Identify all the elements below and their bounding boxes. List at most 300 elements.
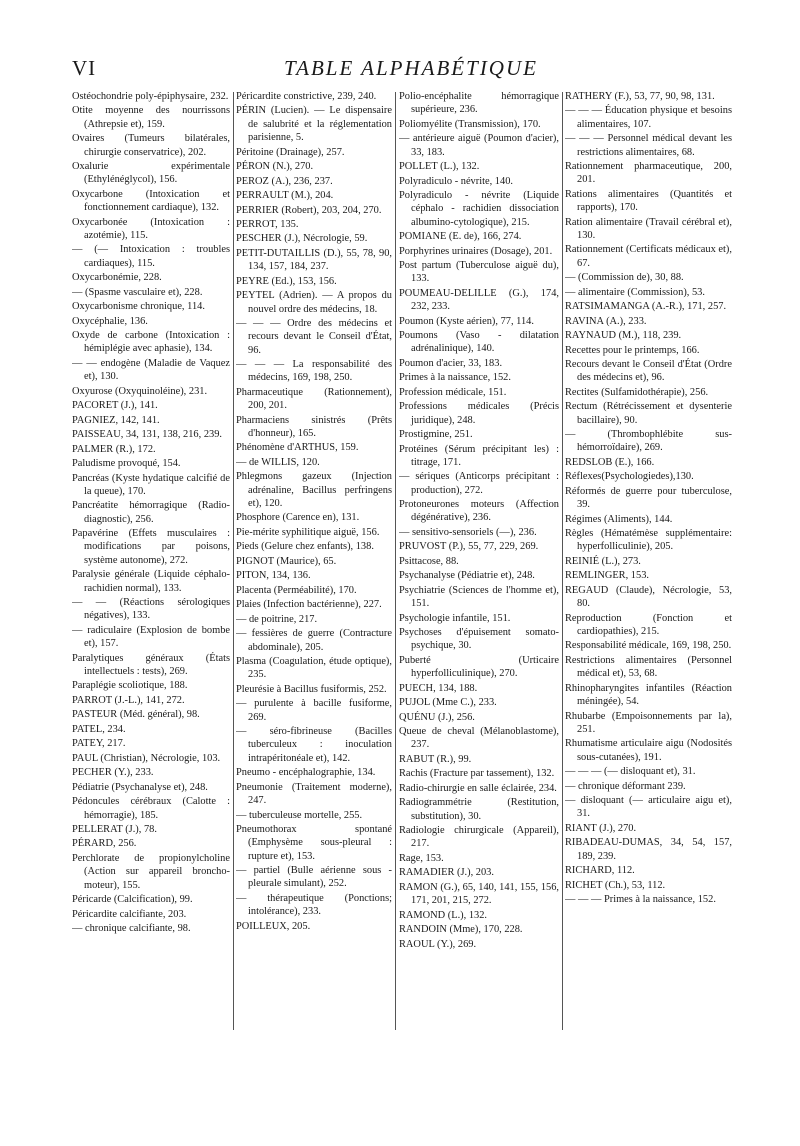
index-entry [236,540,392,553]
index-entry [565,612,732,639]
index-entry [236,289,392,316]
index-entry-text: Reproduction (Fonction et cardiopathies), 215. [565,612,732,637]
index-entry-text: Ostéochondrie poly-épiphysaire, 232. [72,91,229,102]
index-entry [565,555,732,568]
index-entry [565,584,732,611]
index-entry [72,499,230,526]
index-entry-text: RAMOND (L.), 132. [399,909,488,921]
index-entry [565,386,732,399]
index-entry [72,357,230,384]
index-entry [565,737,732,764]
index-entry-text: Péricardite calcifiante, 203. [72,908,187,920]
index-entry-text: Oxyurose (Oxyquinoléine), 231. [72,385,208,397]
index-entry-text: Professions médicales (Précis juridique), 248. [399,401,559,426]
index-entry [399,696,559,709]
index-entry-text: Oxycarbonisme chronique, 114. [72,301,205,313]
index-entry [399,118,559,131]
index-entry-text: Oxalurie expérimentale (Ethylénéglycol), 156. [72,161,230,186]
index-entry-text: Phénomène d'ARTHUS, 159. [236,442,359,454]
index-entry [236,146,392,159]
index-entry-text: Règles (Hématémèse supplémentaire: hyperfolliculinie), 205. [565,528,732,553]
index-entry [399,654,559,681]
index-entry [399,753,559,766]
index-entry-text: — sensitivo-sensoriels (—), 236. [399,526,537,538]
index-entry [399,866,559,879]
index-entry [565,300,732,313]
index-entry-text: Placenta (Perméabilité), 170. [236,584,357,596]
index-entry-text: Perchlorate de propionylcholine (Action sur appareil broncho-moteur), 155. [72,852,230,891]
index-entry-text: Plasma (Coagulation, étude optique), 235. [236,656,392,681]
index-entry [72,708,230,721]
index-entry-text: PASTEUR (Méd. général), 98. [72,709,200,721]
index-entry-text: Responsabilité médicale, 169, 198, 250. [565,640,732,652]
index-entry [236,598,392,611]
index-entry-text: RAMADIER (J.), 203. [399,867,494,879]
index-entry-text: PEROZ (A.), 236, 237. [236,175,333,187]
index-entry [565,286,732,299]
index-entry [236,175,392,188]
index-entry-text: Oxycarbonée (Intoxication : azotémie), 115. [72,216,230,241]
index-entry [236,441,392,454]
index-entry [72,624,230,651]
index-entry-text: — — — La responsabilité des médecins, 169, 198, 250. [236,359,392,384]
index-entry-text: RICHET (Ch.), 53, 112. [565,879,666,891]
index-entry [399,767,559,780]
index-column-1 [72,90,230,1036]
index-entry-text: — de WILLIS, 120. [236,456,320,468]
index-entry [565,864,732,877]
index-entry [72,596,230,623]
index-entry-text: Rations alimentaires (Quantités et rapports), 170. [565,188,732,214]
index-entry [72,679,230,692]
index-entry-text: PITON, 134, 136. [236,570,311,582]
index-entry [72,428,230,441]
index-column-3 [399,90,559,1036]
index-entry-text: REGAUD (Claude), Nécrologie, 53, 80. [565,584,732,610]
index-entry-text: Puberté (Urticaire hyperfolliculinique), 270. [399,654,559,680]
index-entry-text: Psychoses d'épuisement somato-psychique, 30. [399,627,559,652]
index-entry [236,160,392,173]
column-rule [562,92,563,1030]
index-entry [565,400,732,427]
index-entry-text: Phosphore (Carence en), 131. [236,512,360,524]
index-entry [236,526,392,539]
index-entry-text: Recours devant le Conseil d'État (Ordre des médecins et), 96. [565,359,732,384]
index-entry [236,317,392,357]
index-entry-text: Porphyrines urinaires (Dosage), 201. [399,245,553,257]
index-entry [399,443,559,470]
index-entry [399,881,559,908]
index-entry [236,697,392,724]
index-entry-text: Poumon (Kyste aérien), 77, 114. [399,315,534,327]
index-entry-text: PEYRE (Ed.), 153, 156. [236,275,337,287]
index-entry [236,358,392,385]
index-entry [236,725,392,765]
index-entry [565,104,732,131]
index-entry-text: Polyradiculo - névrite, 140. [399,175,513,187]
index-entry [236,218,392,231]
index-entry-text: RAYNAUD (M.), 118, 239. [565,330,682,342]
index-entry [72,472,230,499]
index-entry-text: Polyradiculo - névrite (Liquide céphalo - rachidien dissociation albumino-cytologique), 215. [399,190,559,228]
index-entry-text: PETIT-DUTAILLIS (D.), 55, 78, 90, 134, 157, 184, 237. [236,247,392,273]
index-entry [72,837,230,850]
index-entry [72,795,230,822]
index-entry-text: Papavérine (Effets musculaires : modifications par poisons, système autonome), 272. [72,528,230,566]
index-columns [72,90,732,1036]
index-entry-text: Réformés de guerre pour tuberculose, 39. [565,485,732,511]
index-entry [399,386,559,399]
index-entry-text: Oxycéphalie, 136. [72,315,148,327]
index-entry [565,822,732,835]
index-entry-text: — radiculaire (Explosion de bombe et), 157. [72,624,230,650]
index-entry-text: Post partum (Tuberculose aiguë du), 133. [399,260,559,285]
index-entry-text: Poliomyélite (Transmission), 170. [399,118,541,130]
index-entry [236,613,392,626]
index-entry-text: RATHERY (F.), 53, 77, 90, 98, 131. [565,91,715,102]
index-entry [399,428,559,441]
column-rule [233,92,234,1030]
index-entry [236,627,392,654]
index-entry-text: RIBADEAU-DUMAS, 34, 54, 157, 189, 239. [565,837,732,862]
index-entry-text: — tuberculeuse mortelle, 255. [236,809,363,821]
index-entry [236,584,392,597]
index-entry-text: PERROT, 135. [236,218,299,230]
index-entry [399,725,559,752]
index-entry [565,456,732,469]
index-entry [399,230,559,243]
index-entry [565,470,732,483]
index-entry [72,300,230,313]
index-entry [399,782,559,795]
index-entry [72,752,230,765]
index-entry-text: RICHARD, 112. [565,865,635,877]
index-entry-text: — chronique déformant 239. [565,780,686,792]
index-entry [399,315,559,328]
index-entry [236,232,392,245]
index-entry-text: — — — Primes à la naissance, 152. [565,894,716,906]
index-entry-text: Psychanalyse (Pédiatrie et), 248. [399,570,535,582]
index-entry-text: PUJOL (Mme C.), 233. [399,697,497,709]
index-entry [72,908,230,921]
index-entry-text: Rationnement pharmaceutique, 200, 201. [565,161,732,186]
index-entry [72,90,230,103]
index-entry [565,271,732,284]
index-entry-text: PAISSEAU, 34, 131, 138, 216, 239. [72,429,223,441]
index-entry [399,555,559,568]
index-entry-text: — chronique calcifiante, 98. [72,923,191,935]
index-entry [565,879,732,892]
index-entry-text: Pie-mérite syphilitique aiguë, 156. [236,526,380,538]
index-entry-text: Protoneurones moteurs (Affection dégénérative), 236. [399,499,559,524]
index-entry [236,90,392,103]
index-entry-text: — (Commission de), 30, 88. [565,272,684,284]
index-entry [565,780,732,793]
index-entry-text: Otite moyenne des nourrissons (Athrepsie et), 159. [72,105,230,130]
index-entry-text: — partiel (Bulle aérienne sous - pleurale simulant), 252. [236,865,392,890]
index-entry-text: Rectites (Sulfamidothérapie), 256. [565,386,709,398]
index-entry [399,90,559,117]
index-entry-text: Pneumonie (Traitement moderne), 247. [236,781,392,807]
index-entry-text: PUECH, 134, 188. [399,682,478,694]
index-entry-text: — sériques (Anticorps précipitant : production), 272. [399,471,559,496]
index-entry [236,189,392,202]
index-entry-text: PATEL, 234. [72,723,126,735]
index-entry [399,626,559,653]
index-entry-text: Radiogrammétrie (Restitution, substitution), 30. [399,797,559,822]
index-entry-text: Péricarde (Calcification), 99. [72,894,193,906]
index-entry-text: — (Thrombophlébite sus-hémorroïdaire), 269. [565,429,732,454]
index-entry-text: Polio-encéphalite hémorragique supérieure, 236. [399,91,559,116]
index-entry [399,329,559,356]
index-entry-text: Phlegmons gazeux (Injection adrénaline, Bacillus perfringens et), 120. [236,471,392,509]
index-entry [236,864,392,891]
index-entry-text: Pancréatite hémorragique (Radio-diagnostic), 256. [72,500,230,525]
index-entry-text: Protéines (Sérum précipitant les) : titrage, 171. [399,443,559,468]
index-entry [236,456,392,469]
index-entry-text: Régimes (Aliments), 144. [565,513,673,525]
index-entry [236,683,392,696]
index-entry-text: PERRAULT (M.), 204. [236,190,334,202]
index-entry [72,443,230,456]
index-entry-text: Radio-chirurgie en salle éclairée, 234. [399,782,557,794]
index-entry [399,245,559,258]
index-entry [399,612,559,625]
index-entry-text: Oxycarbonémie, 228. [72,272,162,284]
index-entry [72,652,230,679]
index-entry-text: Paralytiques généraux (États intellectuels : tests), 269. [72,652,230,677]
index-entry-text: — (Spasme vasculaire et), 228. [72,286,203,298]
index-entry [565,513,732,526]
index-entry [399,711,559,724]
index-entry-text: Paraplégie scoliotique, 188. [72,680,188,692]
index-entry-text: Oxyde de carbone (Intoxication : hémiplégie avec aphasie), 134. [72,330,230,355]
index-entry [565,160,732,187]
index-entry [565,315,732,328]
index-entry-text: — purulente à bacille fusiforme, 269. [236,698,392,723]
index-entry-text: Plaies (Infection bactérienne), 227. [236,599,382,611]
index-entry-text: Rage, 153. [399,852,444,864]
index-entry-text: — — — Ordre des médecins et recours devant le Conseil d'État, 96. [236,318,392,356]
index-entry [72,399,230,412]
index-entry [72,329,230,356]
index-entry [72,188,230,215]
index-entry-text: PELLERAT (J.), 78. [72,824,157,835]
index-entry-text: PAUL (Christian), Nécrologie, 103. [72,752,221,764]
index-entry [565,836,732,863]
index-entry-text: Ovaires (Tumeurs bilatérales, chirurgie conservatrice), 202. [72,133,230,158]
index-entry [399,796,559,823]
index-entry [565,682,732,709]
index-entry-text: Rachis (Fracture par tassement), 132. [399,768,555,780]
index-entry [565,485,732,512]
index-entry-text: Psychologie infantile, 151. [399,612,511,624]
index-entry-text: Ration alimentaire (Travail cérébral et), 130. [565,216,732,241]
index-entry-text: Rhinopharyngites infantiles (Réaction méningée), 54. [565,682,732,708]
index-entry-text: Pharmaceutique (Rationnement), 200, 201. [236,386,392,412]
index-entry [72,132,230,159]
index-entry-text: — — — (— disloquant et), 31. [565,766,696,778]
running-title: TABLE ALPHABÉTIQUE [284,56,538,80]
index-entry [236,809,392,822]
index-entry [236,470,392,510]
index-entry-text: RATSIMAMANGA (A.-R.), 171, 257. [565,301,727,313]
index-entry [565,639,732,652]
index-entry-text: Psittacose, 88. [399,555,459,567]
index-entry [399,526,559,539]
index-entry [399,175,559,188]
column-rule [395,92,396,1030]
index-entry-text: Pneumo - encéphalographie, 134. [236,767,376,779]
index-entry-text: Pédiatrie (Psychanalyse et), 248. [72,781,208,793]
index-entry-text: RIANT (J.), 270. [565,822,637,834]
index-entry-text: Pharmaciens sinistrés (Prêts d'honneur), 165. [236,414,392,439]
index-entry-text: — antérieure aiguë (Poumon d'acier), 33, 183. [399,133,559,158]
index-entry [399,938,559,951]
index-entry-text: Prostigmine, 251. [399,429,473,441]
index-entry-text: Réflexes(Psychologiedes),130. [565,471,694,483]
index-entry-text: PAGNIEZ, 142, 141. [72,414,160,426]
index-entry [565,527,732,554]
index-entry-text: — thérapeutique (Ponctions; intolérance), 233. [236,892,392,918]
index-entry-text: POILLEUX, 205. [236,920,311,932]
index-entry [236,569,392,582]
index-entry [565,569,732,582]
index-entry-text: Paludisme provoqué, 154. [72,458,181,470]
index-entry [236,247,392,274]
index-entry-text: — de poitrine, 217. [236,613,318,625]
index-entry [72,104,230,131]
index-entry-text: Pleurésie à Bacillus fusiformis, 252. [236,683,387,695]
index-entry [565,132,732,159]
index-entry-text: Rationnement (Certificats médicaux et), 67. [565,244,732,269]
index-entry [72,286,230,299]
index-entry [565,358,732,385]
index-entry-text: REMLINGER, 153. [565,570,649,582]
index-entry [399,852,559,865]
index-entry-text: — disloquant (— articulaire aigu et), 31. [565,795,732,820]
index-entry-text: Poumon d'acier, 33, 183. [399,357,503,369]
index-entry-text: Rectum (Rétrécissement et dysenterie bacillaire), 90. [565,401,732,426]
index-entry-text: — — endogène (Maladie de Vaquez et), 130. [72,357,230,383]
index-entry [72,781,230,794]
index-entry-text: Oxycarbone (Intoxication et fonctionnement cardiaque), 132. [72,188,230,214]
index-entry-text: REDSLOB (E.), 166. [565,456,655,468]
index-entry [236,414,392,441]
index-entry [399,569,559,582]
index-entry [565,344,732,357]
index-entry [72,243,230,270]
index-entry-text: PARROT (J.-L.), 141, 272. [72,694,185,706]
index-entry-text: Rhubarbe (Empoisonnements par la), 251. [565,710,732,735]
page-number: VI [72,56,97,80]
index-entry [236,892,392,919]
index-entry-text: PATEY, 217. [72,738,126,750]
index-entry [565,794,732,821]
index-entry-text: Rhumatisme articulaire aigu (Nodosités sous-cutanées), 191. [565,738,732,763]
index-entry [565,243,732,270]
index-entry [72,315,230,328]
index-entry [565,329,732,342]
index-entry-text: — — — Personnel médical devant les restrictions alimentaires, 68. [565,133,732,158]
index-entry-text: Pédoncules cérébraux (Calotte : hémorragie), 185. [72,796,230,821]
index-entry [565,654,732,681]
index-entry-text: QUÉNU (J.), 256. [399,711,475,723]
index-entry [72,271,230,284]
index-entry [399,189,559,229]
index-entry [236,823,392,863]
index-entry [72,737,230,750]
index-entry [565,188,732,215]
index-entry-text: — — (Réactions sérologiques négatives), 133. [72,597,230,622]
index-entry [72,823,230,836]
index-column-4 [565,90,732,1036]
index-entry [72,694,230,707]
index-entry-text: PÉRIN (Lucien). — Le dispensaire de salubrité et la réglementation parisienne, 5. [236,105,392,144]
index-entry-text: PIGNOT (Maurice), 65. [236,555,337,567]
index-entry-text: POUMEAU-DELILLE (G.), 174, 232, 233. [399,287,559,313]
index-entry [72,766,230,779]
index-entry-text: REINIÉ (L.), 273. [565,555,641,567]
index-entry-text: RAVINA (A.), 233. [565,315,647,327]
index-entry [236,920,392,933]
index-entry-text: PERRIER (Robert), 203, 204, 270. [236,204,382,216]
index-entry [72,216,230,243]
index-entry [72,457,230,470]
index-entry [72,922,230,935]
index-entry [72,893,230,906]
index-entry [72,160,230,187]
index-entry-text: Primes à la naissance, 152. [399,372,511,384]
index-entry-text: RABUT (R.), 99. [399,753,472,765]
index-entry-text: Queue de cheval (Mélanoblastome), 237. [399,726,559,751]
index-entry [399,259,559,286]
index-entry-text: Psychiatrie (Sciences de l'homme et), 151. [399,584,559,610]
index-entry [399,371,559,384]
index-entry-text: PEYTEL (Adrien). — A propos du nouvel ordre des médecins, 18. [236,290,392,315]
index-column-2 [236,90,392,1036]
index-entry [399,132,559,159]
index-entry [399,540,559,553]
index-entry [72,723,230,736]
index-entry [399,584,559,611]
index-entry [399,498,559,525]
index-entry [565,428,732,455]
index-entry-text: — séro-fibrineuse (Bacilles tuberculeux : inoculation intrapéritonéale et), 142. [236,726,392,764]
index-entry [236,104,392,144]
index-entry [236,511,392,524]
index-entry-text: RAOUL (Y.), 269. [399,938,477,950]
index-entry-text: Restrictions alimentaires (Personnel médical et), 53, 68. [565,654,732,680]
index-entry-text: POLLET (L.), 132. [399,161,480,173]
index-entry-text: Pancréas (Kyste hydatique calcifié de la queue), 170. [72,472,230,497]
index-entry-text: — alimentaire (Commission), 53. [565,286,705,298]
index-entry-text: RANDOIN (Mme), 170, 228. [399,924,523,936]
index-entry [399,287,559,314]
index-entry-text: Péritoine (Drainage), 257. [236,146,345,158]
index-entry [565,216,732,243]
index-entry-text: Paralysie générale (Liquide céphalo-rachidien normal), 133. [72,569,230,594]
index-entry [236,386,392,413]
index-entry [565,710,732,737]
index-entry-text: PALMER (R.), 172. [72,443,156,455]
index-entry-text: Pneumothorax spontané (Emphysème sous-pleural : rupture et), 153. [236,824,392,862]
index-entry-text: RAMON (G.), 65, 140, 141, 155, 156, 171, 201, 215, 272. [399,881,559,907]
index-entry-text: Péricardite constrictive, 239, 240. [236,91,377,102]
index-entry-text: PESCHER (J.), Nécrologie, 59. [236,233,368,245]
index-entry [399,824,559,851]
index-entry [565,893,732,906]
